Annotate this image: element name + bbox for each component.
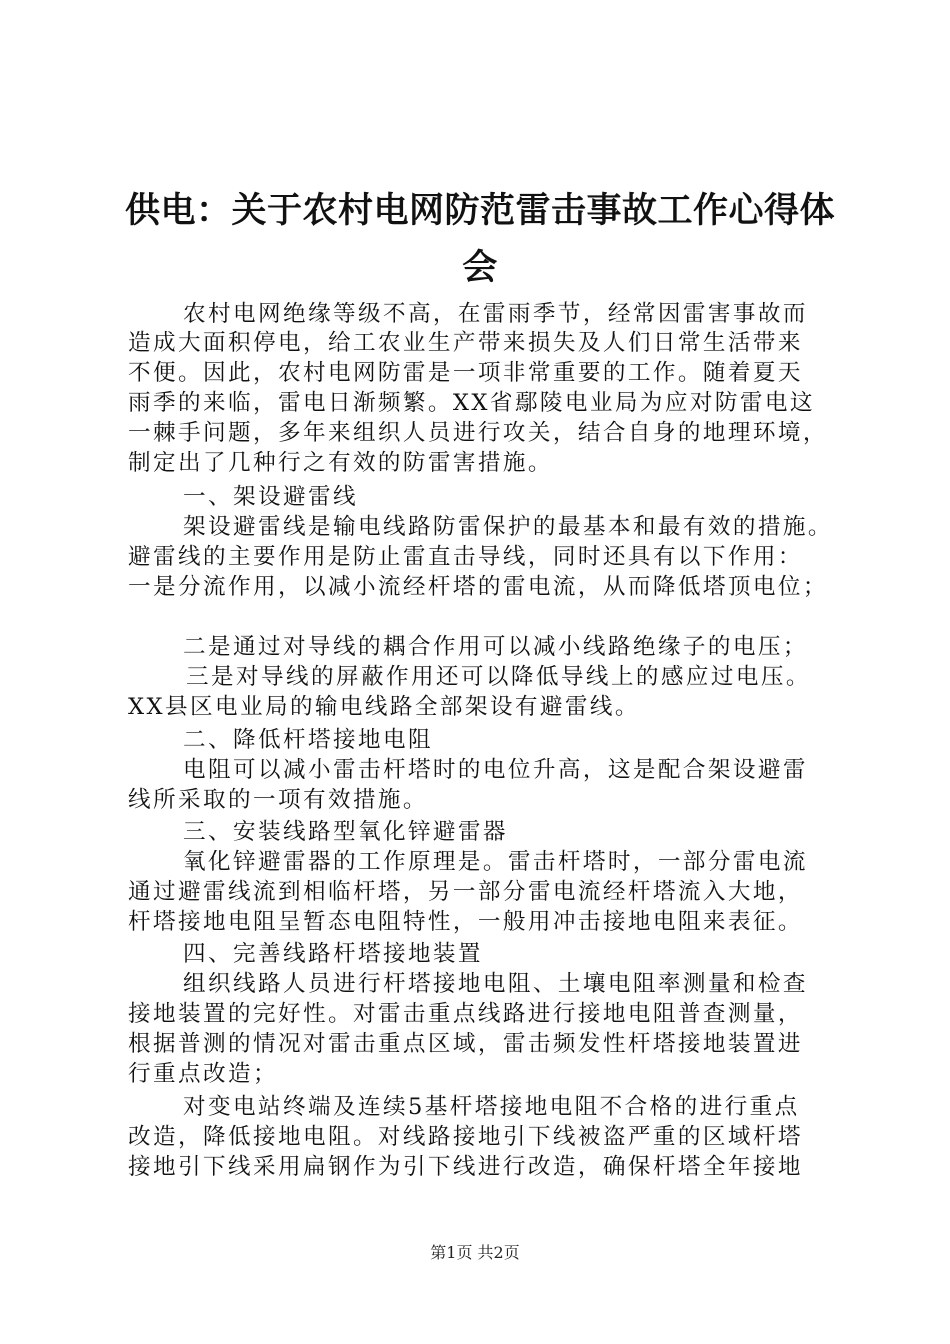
paragraph-line: 电阻可以减小雷击杆塔时的电位升高，这是配合架设避雷 [183,757,808,783]
paragraph-line: 接地引下线采用扁钢作为引下线进行改造，确保杆塔全年接地 [128,1154,803,1180]
section-heading: 四、完善线路杆塔接地装置 [183,941,483,967]
paragraph-line: 氧化锌避雷器的工作原理是。雷击杆塔时，一部分雷电流 [183,849,808,875]
section-heading: 三、安装线路型氧化锌避雷器 [183,819,508,845]
section-heading: 二、降低杆塔接地电阻 [183,727,433,753]
paragraph-line: 行重点改造； [128,1061,278,1087]
paragraph-line: 三是对导线的屏蔽作用还可以降低导线上的感应过电压。 [186,664,811,690]
paragraph-line: 杆塔接地电阻呈暂态电阻特性，一般用冲击接地电阻来表征。 [128,909,803,935]
paragraph-line: 二是通过对导线的耦合作用可以减小线路绝缘子的电压； [183,634,808,660]
page-number-footer: 第1页 共2页 [430,1243,520,1262]
paragraph-line: 接地装置的完好性。对雷击重点线路进行接地电阻普查测量， [128,1001,803,1027]
paragraph-line: 根据普测的情况对雷击重点区域，雷击频发性杆塔接地装置进 [128,1031,803,1057]
paragraph-line: 通过避雷线流到相临杆塔，另一部分雷电流经杆塔流入大地， [128,879,803,905]
paragraph-line: 造成大面积停电，给工农业生产带来损失及人们日常生活带来 [128,330,803,356]
paragraph-line: 避雷线的主要作用是防止雷直击导线，同时还具有以下作用： [128,544,803,570]
paragraph-line: 改造，降低接地电阻。对线路接地引下线被盗严重的区域杆塔 [128,1124,803,1150]
paragraph-line: 组织线路人员进行杆塔接地电阻、土壤电阻率测量和检查 [183,971,808,997]
section-heading: 一、架设避雷线 [183,484,358,510]
paragraph-line: 一棘手问题，多年来组织人员进行攻关，结合自身的地理环境， [128,420,828,446]
paragraph-line: 不便。因此，农村电网防雷是一项非常重要的工作。随着夏天 [128,360,803,386]
paragraph-line: XX县区电业局的输电线路全部架设有避雷线。 [128,694,640,720]
document-title-line-2: 会 [462,247,498,288]
paragraph-line: 一是分流作用，以减小流经杆塔的雷电流，从而降低塔顶电位； [128,574,828,600]
paragraph-line: 雨季的来临，雷电日渐频繁。XX省鄢陵电业局为应对防雷电这 [128,390,815,416]
paragraph-line: 架设避雷线是输电线路防雷保护的最基本和最有效的措施。 [183,514,833,540]
paragraph-line: 制定出了几种行之有效的防雷害措施。 [128,450,553,476]
paragraph-line: 线所采取的一项有效措施。 [128,787,428,813]
paragraph-line: 农村电网绝缘等级不高，在雷雨季节，经常因雷害事故而 [183,301,808,327]
paragraph-line: 对变电站终端及连续5基杆塔接地电阻不合格的进行重点 [183,1094,800,1120]
document-title-line-1: 供电：关于农村电网防范雷击事故工作心得体 [124,190,835,231]
